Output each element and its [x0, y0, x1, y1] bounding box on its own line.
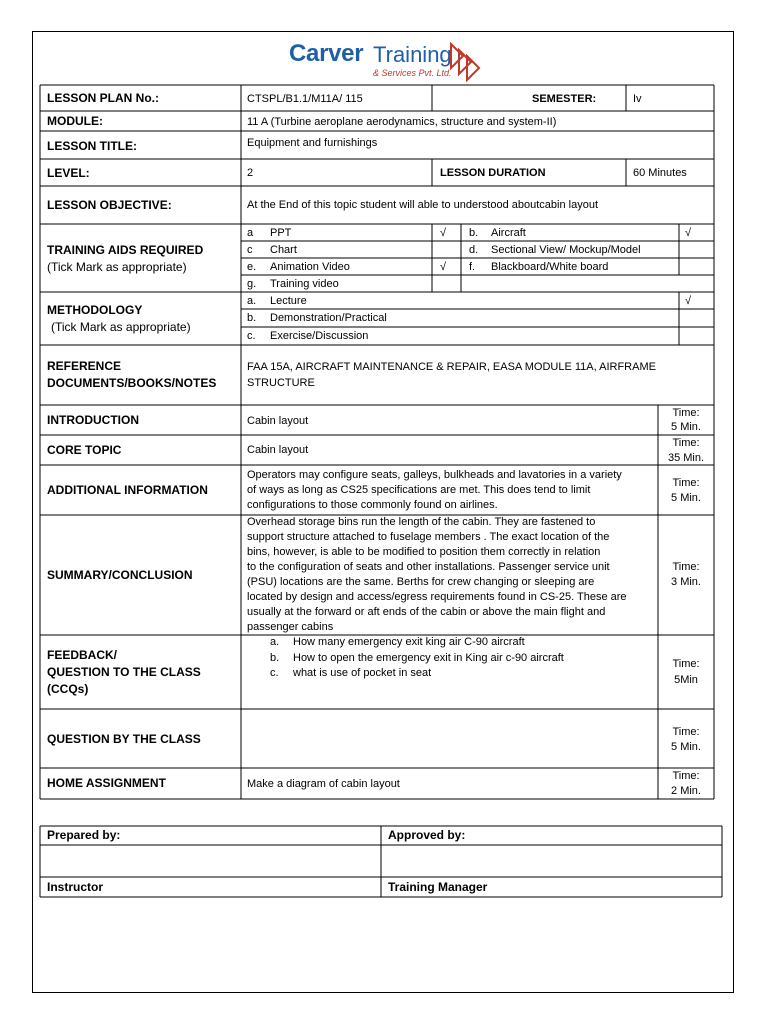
- feedback-label-2: QUESTION TO THE CLASS: [47, 665, 201, 679]
- prepared-by-label: Prepared by:: [47, 828, 121, 842]
- training-aids-label: TRAINING AIDS REQUIRED: [47, 243, 204, 257]
- reference-label-1: REFERENCE: [47, 359, 122, 373]
- core-topic-value: Cabin layout: [247, 444, 309, 456]
- introduction-time: 5 Min.: [671, 421, 701, 433]
- summary-label: SUMMARY/CONCLUSION: [47, 568, 193, 582]
- logo-brand-2: Training: [373, 42, 452, 67]
- training-manager-label: Training Manager: [388, 880, 488, 894]
- home-assignment-label: HOME ASSIGNMENT: [47, 776, 166, 790]
- home-assignment-value: Make a diagram of cabin layout: [247, 778, 400, 790]
- time-label: Time:: [672, 477, 700, 489]
- core-topic-label: CORE TOPIC: [47, 443, 122, 457]
- tick-mark[interactable]: √: [685, 227, 692, 239]
- instructor-label: Instructor: [47, 880, 104, 894]
- objective-label: LESSON OBJECTIVE:: [47, 198, 172, 212]
- reference-value-1: FAA 15A, AIRCRAFT MAINTENANCE & REPAIR, EASA MODULE 11A, AIRFRAME: [247, 361, 656, 373]
- time-label: Time:: [672, 407, 700, 419]
- duration-label: LESSON DURATION: [440, 167, 546, 179]
- level-value: 2: [247, 167, 254, 179]
- introduction-value: Cabin layout: [247, 415, 309, 427]
- logo-tagline: & Services Pvt. Ltd.: [373, 68, 452, 78]
- logo-brand: Carver: [289, 40, 364, 67]
- tick-mark[interactable]: √: [440, 261, 447, 273]
- lesson-title-value: Equipment and furnishings: [247, 137, 378, 149]
- reference-value-2: STRUCTURE: [247, 377, 315, 389]
- additional-text: Operators may configure seats, galleys, bulkheads and lavatories in a variety of ways as long as CS25 specifications are met. This does tend to limit configurations to those commonly found on airlines.: [247, 469, 622, 511]
- introduction-label: INTRODUCTION: [47, 413, 139, 427]
- duration-value: 60 Minutes: [633, 167, 687, 179]
- time-label: Time:: [672, 658, 700, 670]
- tick-mark[interactable]: √: [440, 227, 447, 239]
- tick-mark[interactable]: √: [685, 295, 692, 307]
- summary-text: Overhead storage bins run the length of the cabin. They are fastened to support structure attached to fuselage members . The exact location of the bins, however, is able to be modified to position them correctly in relation to the configuration of seats and other installations. Passenger service unit (PSU) locations are the same. Berths for crew changing or sleeping are located by design and access/egress requirements found in CS-25. These are usually at the forward or aft ends of the cabin or above the main flight and passenger cabins: [247, 516, 627, 633]
- additional-time: 5 Min.: [671, 492, 701, 504]
- methodology-note: (Tick Mark as appropriate): [51, 320, 191, 334]
- feedback-time: 5Min: [674, 674, 698, 686]
- summary-time: 3 Min.: [671, 576, 701, 588]
- module-value: 11 A (Turbine aeroplane aerodynamics, structure and system-II): [247, 116, 557, 128]
- lesson-plan-value: CTSPL/B1.1/M11A/ 115: [247, 93, 363, 105]
- additional-label: ADDITIONAL INFORMATION: [47, 483, 208, 497]
- time-label: Time:: [672, 561, 700, 573]
- semester-value: Iv: [633, 93, 642, 105]
- reference-label-2: DOCUMENTS/BOOKS/NOTES: [47, 376, 217, 390]
- home-assignment-time: 2 Min.: [671, 785, 701, 797]
- question-by-class-time: 5 Min.: [671, 741, 701, 753]
- time-label: Time:: [672, 726, 700, 738]
- lesson-plan-label: LESSON PLAN No.:: [47, 91, 160, 105]
- core-topic-time: 35 Min.: [667, 452, 705, 464]
- level-label: LEVEL:: [47, 166, 90, 180]
- time-label: Time:: [672, 437, 700, 449]
- semester-label: SEMESTER:: [532, 93, 597, 105]
- module-label: MODULE:: [47, 114, 103, 128]
- time-label: Time:: [672, 770, 700, 782]
- methodology-label: METHODOLOGY: [47, 303, 143, 317]
- approved-by-label: Approved by:: [388, 828, 466, 842]
- question-by-class-label: QUESTION BY THE CLASS: [47, 732, 201, 746]
- feedback-label-3: (CCQs): [47, 682, 89, 696]
- training-aids-note: (Tick Mark as appropriate): [47, 260, 187, 274]
- feedback-label-1: FEEDBACK/: [47, 648, 118, 662]
- objective-value: At the End of this topic student will able to understood aboutcabin layout: [247, 199, 599, 211]
- lesson-title-label: LESSON TITLE:: [47, 139, 137, 153]
